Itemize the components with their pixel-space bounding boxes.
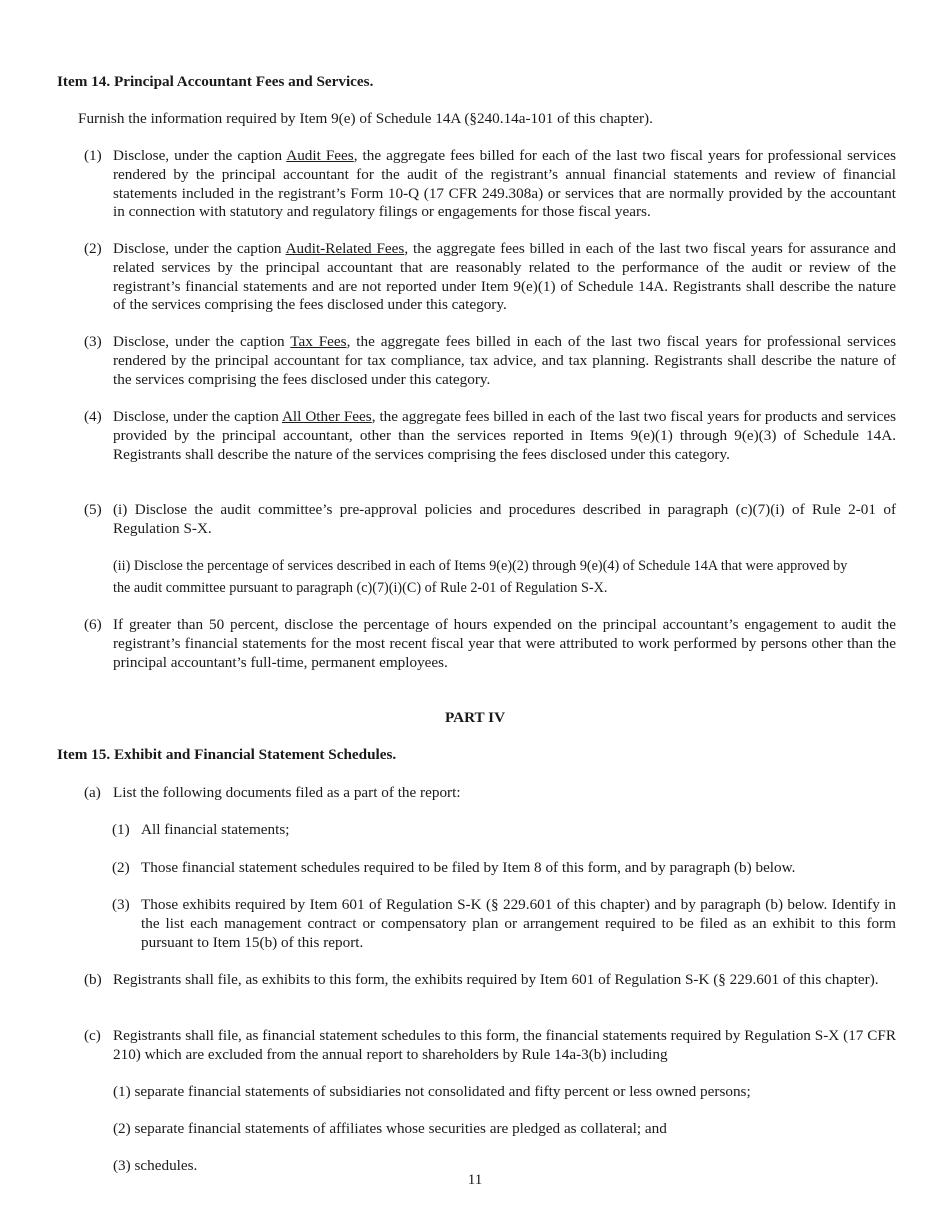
para-text: List the following documents filed as a part of the report: — [113, 784, 461, 801]
sub-text: Those exhibits required by Item 601 of Regulation S-K (§ 229.601 of this chapter) and by paragraph (b) below. Identify in the list each management contract or compensatory plan or arrangement required to be filed as an exhibit to this form pursuant to Item 15(b) of this report. — [141, 896, 896, 951]
item15-c-sub-1: (1) separate financial statements of subsidiaries not consolidated and fifty percent or less owned persons; — [113, 1083, 751, 1100]
para-text-post: , the aggregate fees billed in each of the last two fiscal years for professional services rendered by the principal accountant for tax compliance, tax advice, and tax planning. Registrants shall describe the nature of the services comprising the fees disclosed under this category. — [113, 333, 897, 388]
para-text: If greater than 50 percent, disclose the percentage of hours expended on the principal accountant’s engagement to audit the registrant’s financial statements for the most recent fiscal year that were attributed to work performed by persons other than the principal accountant’s full-time, permanent employees. — [113, 616, 896, 671]
caption-audit-fees: Audit Fees — [286, 147, 354, 164]
para-text: Registrants shall file, as financial statement schedules to this form, the financial statements required by Regulation S-X (17 CFR 210) which are excluded from the annual report to shareholders by Rule 14a-3(b) including — [113, 1027, 896, 1063]
item15-c-sub-2: (2) separate financial statements of affiliates whose securities are pledged as collateral; and — [113, 1120, 667, 1137]
para-text: (i) Disclose the audit committee’s pre-approval policies and procedures described in paragraph (c)(7)(i) of Rule 2-01 of Regulation S-X. — [113, 501, 896, 537]
para-text-post: , the aggregate fees billed in each of the last two fiscal years for products and services provided by the principal accountant, other than the services reported in Items 9(e)(1) through 9(e)(3) of Schedule 14A. Registrants shall describe the nature of the services comprising the fees disclosed under this category. — [113, 408, 896, 463]
item14-para-1 — [84, 147, 896, 222]
item15-para-c — [84, 1027, 896, 1065]
item14-para-6 — [84, 616, 896, 672]
sub-number: (2) — [112, 859, 130, 876]
para-number: (5) — [84, 501, 102, 518]
caption-all-other-fees: All Other Fees — [281, 408, 372, 425]
item14-heading: Item 14. Principal Accountant Fees and Services. — [57, 73, 374, 90]
para-number: (b) — [84, 971, 102, 988]
para-number: (4) — [84, 408, 102, 425]
item15-a-sub-3 — [112, 896, 896, 952]
item14-intro: Furnish the information required by Item 9(e) of Schedule 14A (§240.14a-101 of this chapter). — [78, 110, 653, 127]
para-number: (2) — [84, 240, 102, 257]
item15-para-b — [84, 971, 896, 990]
item15-a-sub-2 — [112, 859, 896, 878]
page-number: 11 — [467, 1171, 483, 1188]
caption-audit-related-fees: Audit-Related Fees — [285, 240, 405, 257]
para-text-pre: Disclose, under the caption — [113, 240, 286, 257]
para-number: (1) — [84, 147, 102, 164]
part-title: PART IV — [444, 709, 506, 726]
para-number: (6) — [84, 616, 102, 633]
item14-para-4 — [84, 408, 896, 464]
item14-para-2 — [84, 240, 896, 315]
item14-para-3 — [84, 333, 896, 389]
item15-heading: Item 15. Exhibit and Financial Statement Schedules. — [57, 746, 397, 763]
caption-tax-fees: Tax Fees — [290, 333, 347, 350]
para-text-pre: Disclose, under the caption — [113, 408, 282, 425]
sub-text: All financial statements; — [141, 821, 290, 838]
item15-c-sub-3: (3) schedules. — [113, 1157, 198, 1174]
item15-a-sub-1 — [112, 821, 896, 840]
sub-number: (1) — [112, 821, 130, 838]
para-text-pre: Disclose, under the caption — [113, 147, 287, 164]
para-number: (c) — [84, 1027, 101, 1044]
para-text-pre: Disclose, under the caption — [113, 333, 291, 350]
item15-para-a — [84, 784, 896, 803]
para-text-post: , the aggregate fees billed in each of the last two fiscal years for assurance and related services by the principal accountant that are reasonably related to the performance of the audit or review of the registrant’s financial statements and are not reported under Item 9(e)(1) of Schedule 14A. Registrants shall describe the nature of the services comprising the fees disclosed under this category. — [113, 240, 896, 314]
sub-text: Those financial statement schedules required to be filed by Item 8 of this form, and by paragraph (b) below. — [141, 859, 796, 876]
para-text: Registrants shall file, as exhibits to this form, the exhibits required by Item 601 of Regulation S-K (§ 229.601 of this chapter). — [113, 971, 879, 988]
para-number: (3) — [84, 333, 102, 350]
item14-para-5-sub: (ii) Disclose the percentage of services described in each of Items 9(e)(2) through 9(e)(4) of Schedule 14A that were approved by the audit committee pursuant to paragraph (c)(7)(i)(C) of Rule 2-01 of Regulation S-X. — [113, 558, 848, 596]
para-text-post: , the aggregate fees billed for each of the last two fiscal years for professional services rendered by the principal accountant for the audit of the registrant’s annual financial statements and review of financial statements included in the registrant’s Form 10-Q (17 CFR 249.308a) or services that are normally provided by the accountant in connection with statutory and regulatory filings or engagements for those fiscal years. — [113, 147, 896, 221]
item14-para-5 — [84, 501, 896, 539]
sub-number: (3) — [112, 896, 130, 913]
para-number: (a) — [84, 784, 101, 801]
